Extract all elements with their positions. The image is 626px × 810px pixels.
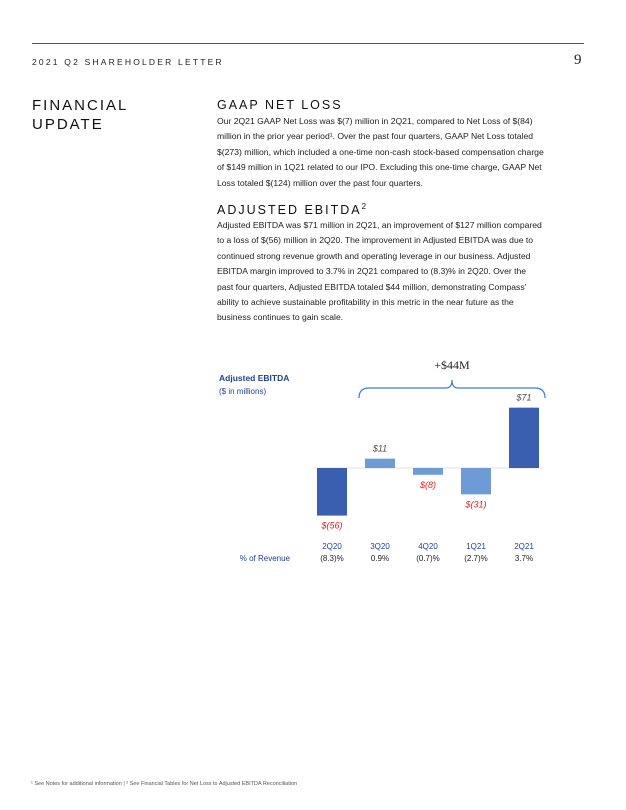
- chart-subtitle: ($ in millions): [219, 387, 267, 396]
- bar-value-label: $71: [516, 392, 532, 403]
- category-label: 1Q21: [466, 542, 486, 551]
- paragraph-line: ability to achieve sustainable profitability in this metric in the near future as the: [217, 297, 514, 308]
- chart-title: Adjusted EBITDA: [219, 373, 290, 383]
- pct-of-revenue-value: (2.7)%: [464, 554, 488, 563]
- paragraph-line: Adjusted EBITDA was $71 million in 2Q21, an improvement of $127 million compared: [217, 220, 542, 230]
- category-label: 3Q20: [370, 542, 390, 551]
- document-header-title: 2021 Q2 SHAREHOLDER LETTER: [32, 57, 224, 67]
- paragraph-line: continued strong revenue growth and operating leverage in our business. Adjusted: [217, 250, 531, 261]
- paragraph-line: Our 2Q21 GAAP Net Loss was $(7) million in 2Q21, compared to Net Loss of $(84): [217, 116, 533, 126]
- paragraph-line: EBITDA margin improved to 3.7% in 2Q21 compared to (8.3)% in 2Q20. Over the: [217, 266, 527, 277]
- section-title-line: FINANCIAL: [32, 97, 129, 114]
- bar-value-label: $(56): [321, 520, 343, 531]
- pct-of-revenue-value: (8.3)%: [320, 554, 344, 563]
- paragraph-line: Loss totaled $(124) million over the past four quarters.: [217, 177, 423, 188]
- category-label: 2Q21: [514, 542, 534, 551]
- category-label: 4Q20: [418, 542, 438, 551]
- adjusted-ebitda-heading-text: ADJUSTED EBITDA: [217, 203, 362, 218]
- paragraph-line: million in the prior year period¹. Over the past four quarters, GAAP Net Loss totaled: [217, 131, 534, 142]
- page-number: 9: [574, 52, 582, 68]
- bar-2q21: [509, 408, 539, 468]
- pct-of-revenue-label: % of Revenue: [239, 554, 290, 563]
- bracket-label: +$44M: [434, 358, 470, 372]
- paragraph-line: past four quarters, Adjusted EBITDA totaled $44 million, demonstrating Compass': [217, 281, 527, 292]
- bar-3q20: [365, 459, 395, 468]
- paragraph-line: of $149 million in 1Q21 related to our IPO. Excluding this one-time charge, GAAP Net: [217, 162, 542, 173]
- paragraph-line: business continues to gain scale.: [217, 312, 344, 323]
- paragraph-line: $(273) million, which included a one-time non-cash stock-based compensation charge: [217, 146, 544, 157]
- bar-value-label: $(31): [465, 499, 487, 510]
- footnote-marker: 2: [361, 202, 367, 211]
- pct-of-revenue-value: 3.7%: [514, 554, 534, 563]
- bar-value-label: $(8): [419, 479, 437, 490]
- category-label: 2Q20: [322, 542, 342, 551]
- pct-of-revenue-value: (0.7)%: [416, 554, 440, 563]
- footnote: ¹ See Notes for additional information | ² See Financial Tables for Net Loss to Adjusted EBITDA Reconciliation: [31, 781, 298, 787]
- gaap-net-loss-heading: GAAP NET LOSS: [217, 98, 343, 112]
- bar-4q20: [413, 468, 443, 475]
- bar-1q21: [461, 468, 491, 494]
- paragraph-line: to a loss of $(56) million in 2Q20. The improvement in Adjusted EBITDA was due to: [217, 235, 534, 246]
- bar-value-label: $11: [372, 443, 388, 454]
- pct-of-revenue-value: 0.9%: [370, 554, 390, 563]
- bar-2q20: [317, 468, 347, 516]
- section-title-line: UPDATE: [32, 116, 104, 133]
